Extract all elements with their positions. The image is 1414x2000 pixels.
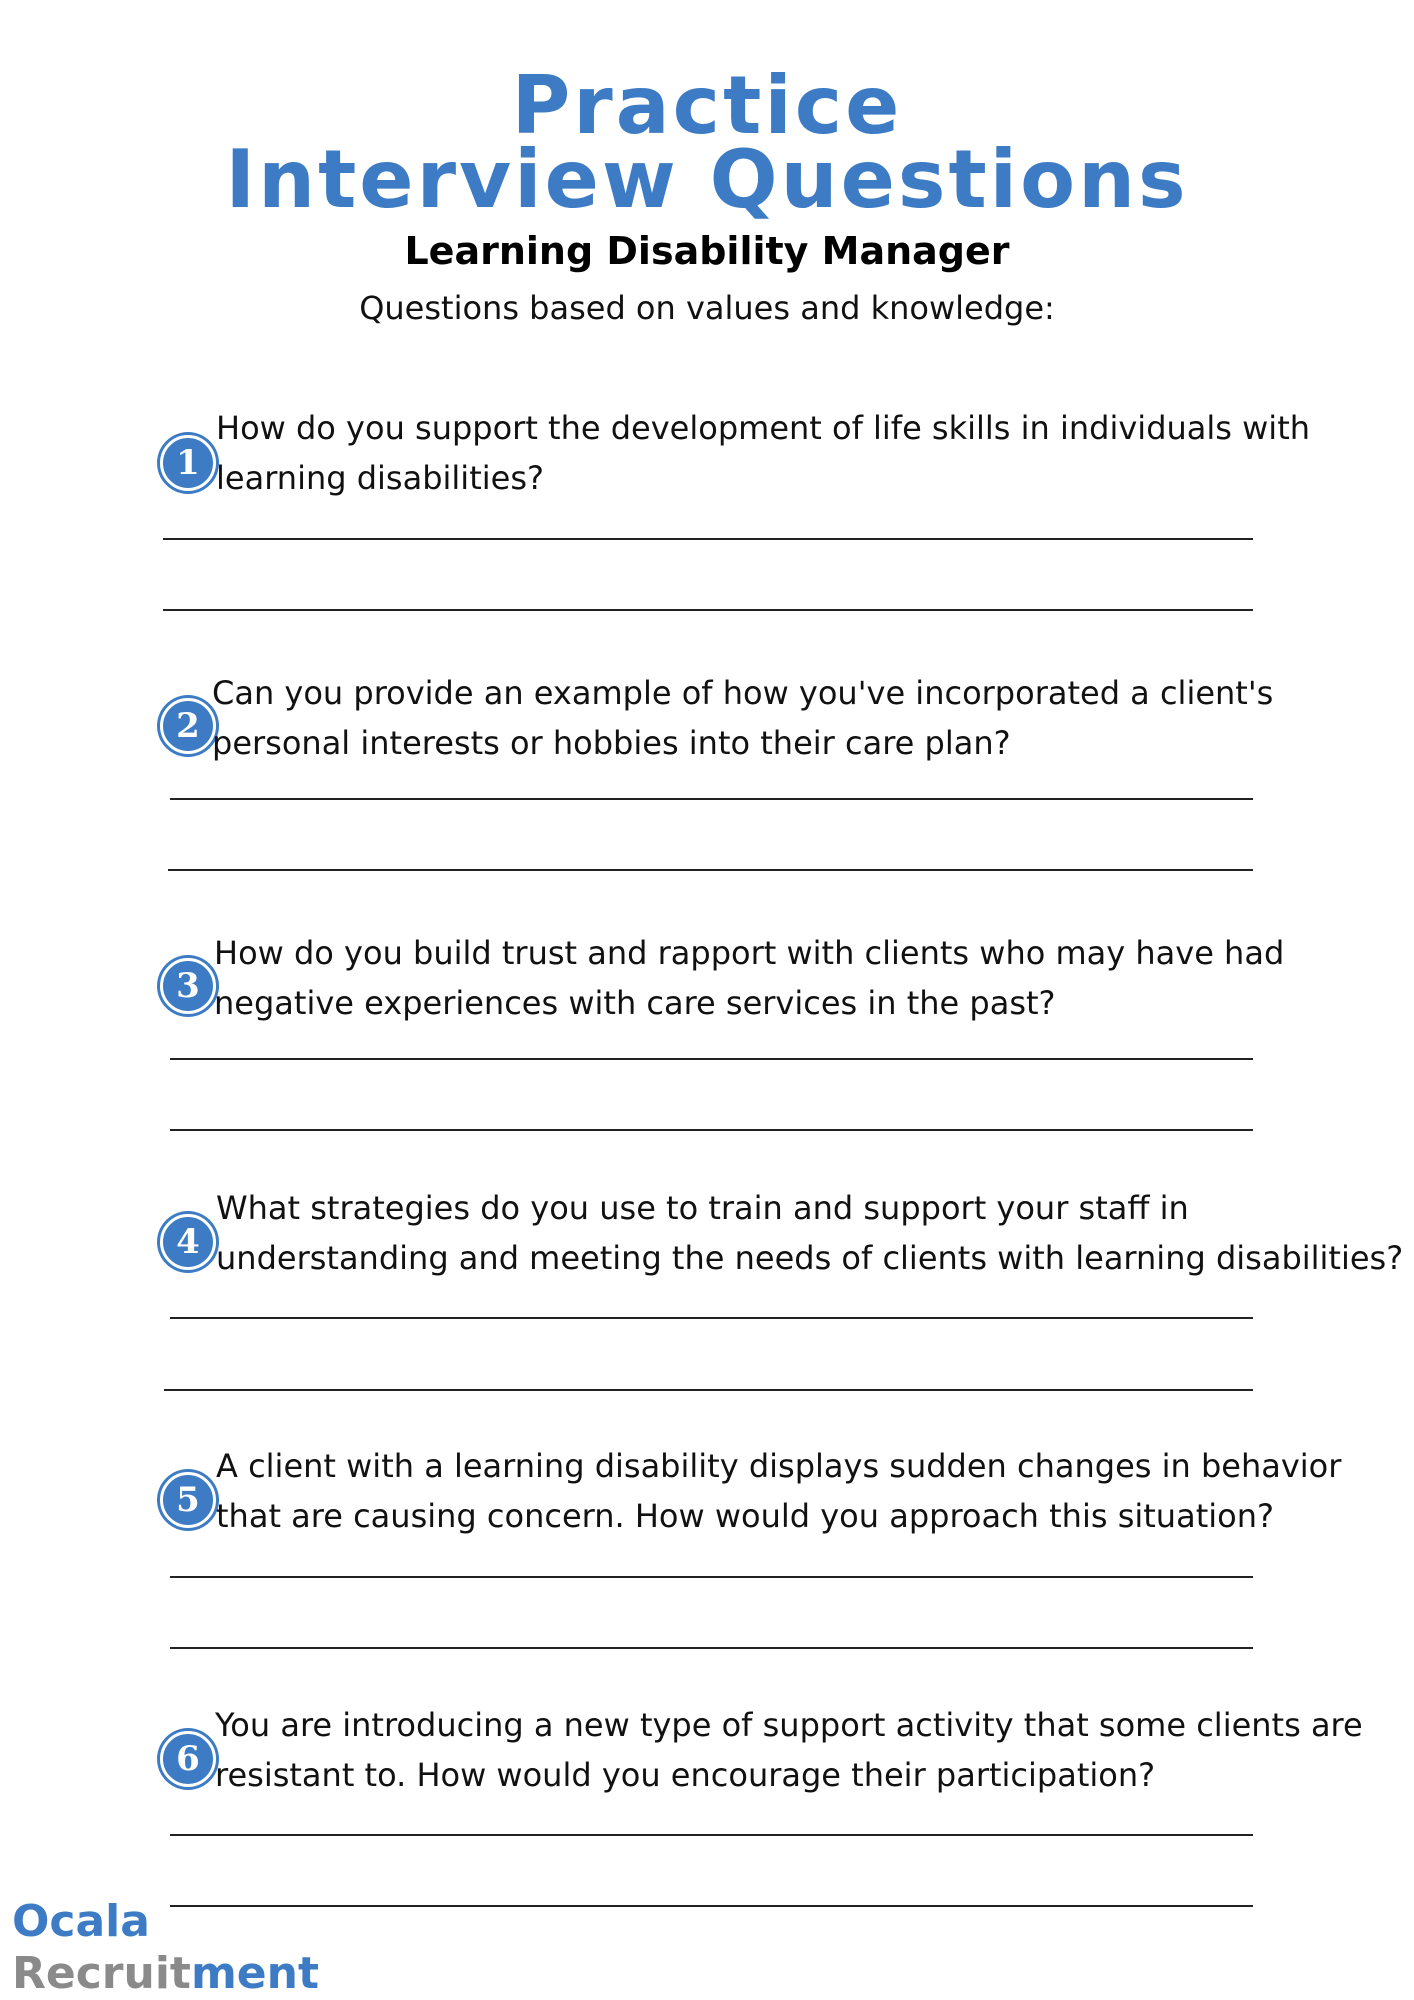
answer-line[interactable]: [170, 1834, 1253, 1836]
brand-line-1: Ocala: [12, 1896, 150, 1947]
question-text: [216, 403, 1414, 503]
answer-line[interactable]: [163, 538, 1253, 540]
brand-line-2: [12, 1948, 319, 1999]
question-line: that are causing concern. How would you approach this situation?: [216, 1497, 1274, 1535]
question-line: A client with a learning disability displays sudden changes in behavior: [216, 1447, 1342, 1485]
answer-line[interactable]: [170, 1647, 1253, 1649]
question-line: What strategies do you use to train and support your staff in: [216, 1189, 1189, 1227]
answer-line[interactable]: [170, 1129, 1253, 1131]
number-3-icon: 3: [160, 958, 216, 1014]
title-line-2: Interview Questions: [225, 133, 1189, 226]
question-text: [216, 1183, 1414, 1283]
answer-line[interactable]: [163, 609, 1253, 611]
answer-line[interactable]: [164, 1389, 1253, 1391]
answer-line[interactable]: [170, 1905, 1253, 1907]
number-5-icon: 5: [160, 1472, 216, 1528]
question-text: [216, 1441, 1414, 1541]
question-line: You are introducing a new type of support activity that some clients are: [215, 1706, 1363, 1744]
answer-line[interactable]: [170, 1058, 1253, 1060]
question-4: [160, 1183, 1410, 1423]
question-line: Can you provide an example of how you've incorporated a client's: [212, 674, 1274, 712]
answer-line[interactable]: [170, 798, 1253, 800]
answer-line[interactable]: [168, 869, 1253, 871]
question-text: [215, 1700, 1414, 1800]
question-text: [212, 668, 1412, 768]
question-line: learning disabilities?: [216, 459, 544, 497]
question-line: How do you support the development of life skills in individuals with: [216, 409, 1311, 447]
title-line-1: Practice: [511, 59, 903, 152]
intro-text: Questions based on values and knowledge:: [359, 289, 1055, 327]
question-6: [160, 1700, 1410, 1940]
number-2-icon: 2: [160, 698, 216, 754]
page-subtitle: Learning Disability Manager: [404, 229, 1010, 273]
brand-word-grey: Recruit: [12, 1948, 191, 1999]
brand-word-blue: ment: [190, 1948, 319, 1999]
question-line: How do you build trust and rapport with clients who may have had: [214, 934, 1285, 972]
question-5: [160, 1441, 1410, 1681]
question-1: [160, 403, 1410, 643]
question-line: understanding and meeting the needs of clients with learning disabilities?: [216, 1239, 1404, 1277]
answer-line[interactable]: [170, 1576, 1253, 1578]
question-line: negative experiences with care services in the past?: [214, 984, 1056, 1022]
question-text: [214, 928, 1414, 1028]
question-3: [160, 928, 1410, 1168]
number-6-icon: 6: [160, 1731, 216, 1787]
question-2: [160, 668, 1410, 908]
question-line: resistant to. How would you encourage their participation?: [215, 1756, 1156, 1794]
number-1-icon: 1: [160, 435, 216, 491]
question-line: personal interests or hobbies into their care plan?: [212, 724, 1011, 762]
number-4-icon: 4: [160, 1214, 216, 1270]
answer-line[interactable]: [170, 1317, 1253, 1319]
